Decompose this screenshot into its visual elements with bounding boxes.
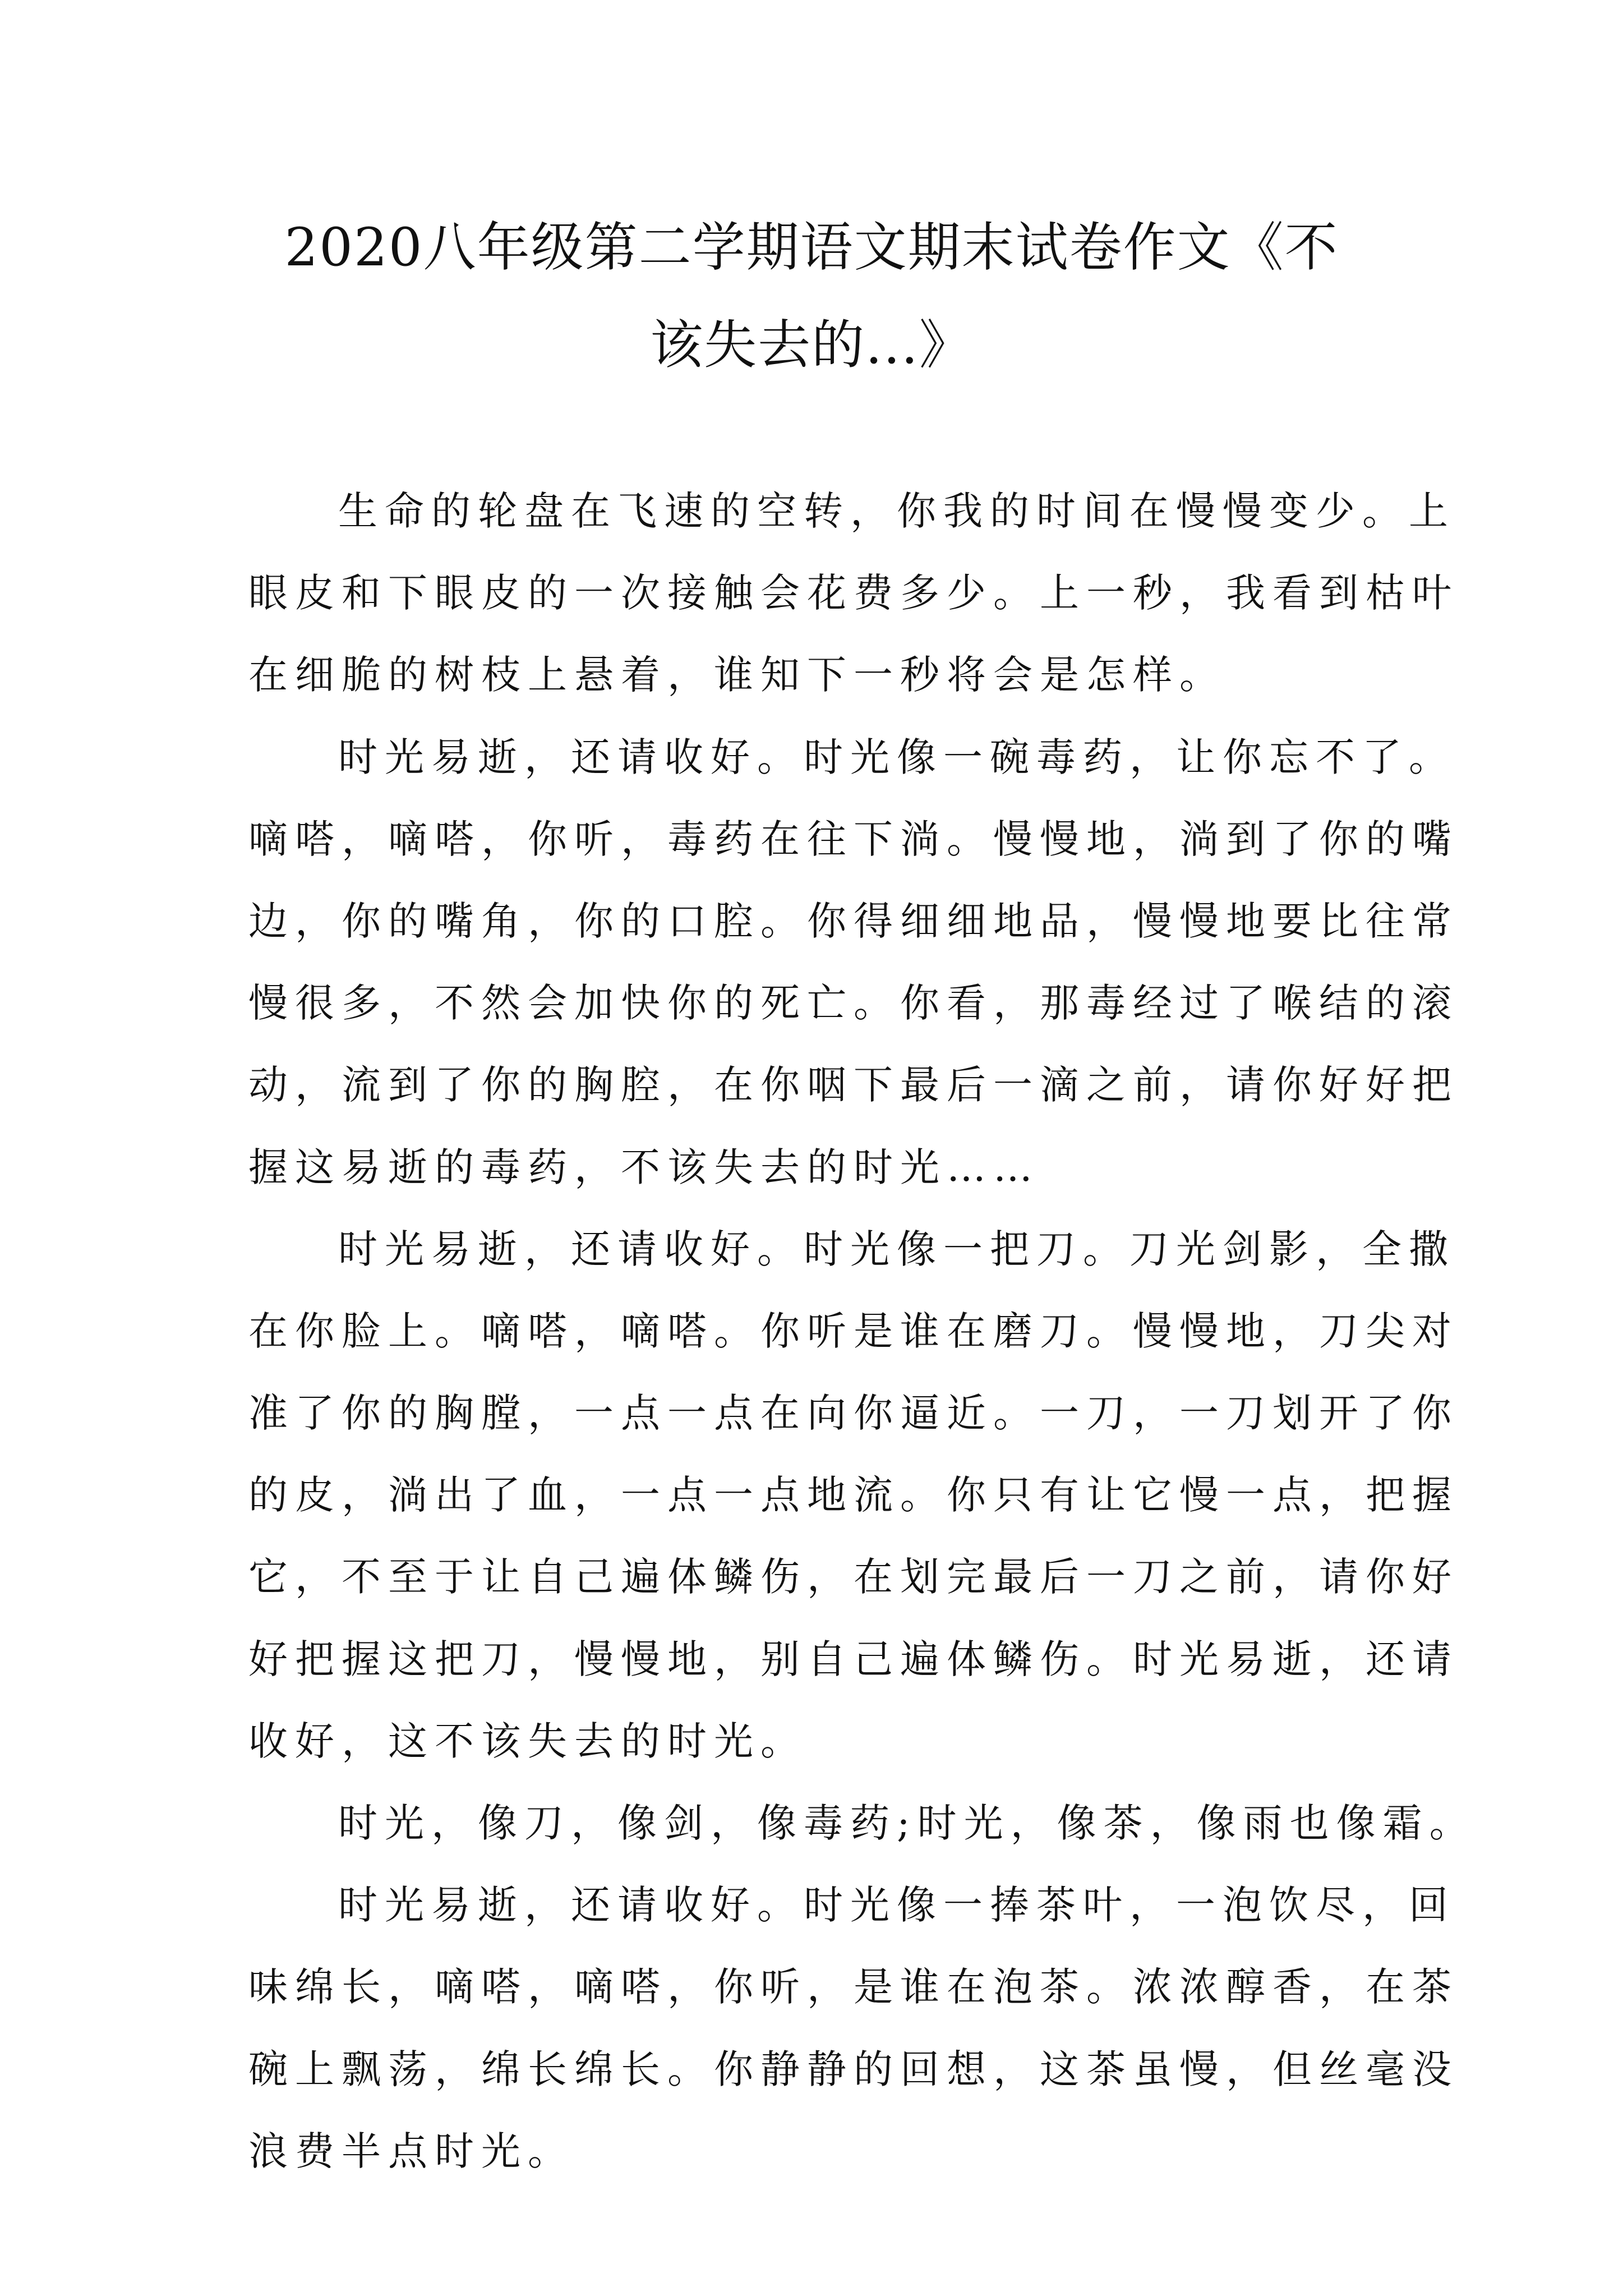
paragraph-3-line-7: 收好，这不该失去的时光。 bbox=[248, 1718, 807, 1764]
title-line-2: 该失去的...》 bbox=[650, 315, 973, 376]
paragraph-2-line-6: 握这易逝的毒药，不该失去的时光…… bbox=[248, 1144, 1040, 1190]
paragraph-5-line-3: 碗上飘荡，绵长绵长。你静静的回想，这茶虽慢，但丝毫没 bbox=[248, 2046, 1459, 2092]
paragraph-5-line-1: 时光易逝，还请收好。时光像一捧茶叶，一泡饮尽，回 bbox=[338, 1882, 1455, 1929]
paragraph-2-line-4: 慢很多，不然会加快你的死亡。你看，那毒经过了喉结的滚 bbox=[248, 980, 1459, 1027]
paragraph-3-line-1: 时光易逝，还请收好。时光像一把刀。刀光剑影，全撒 bbox=[338, 1226, 1455, 1272]
paragraph-1-line-1: 生命的轮盘在飞速的空转，你我的时间在慢慢变少。上 bbox=[338, 488, 1455, 534]
paragraph-2-line-2: 嘀嗒，嘀嗒，你听，毒药在往下淌。慢慢地，淌到了你的嘴 bbox=[248, 816, 1459, 862]
paragraph-3-line-6: 好把握这把刀，慢慢地，别自己遍体鳞伤。时光易逝，还请 bbox=[248, 1636, 1459, 1682]
paragraph-1-line-3: 在细脆的树枝上悬着，谁知下一秒将会是怎样。 bbox=[248, 652, 1226, 698]
paragraph-3-line-4: 的皮，淌出了血，一点一点地流。你只有让它慢一点，把握 bbox=[248, 1472, 1459, 1519]
essay-body bbox=[248, 470, 1476, 2192]
paragraph-3-line-2: 在你脸上。嘀嗒，嘀嗒。你听是谁在磨刀。慢慢地，刀尖对 bbox=[248, 1308, 1459, 1354]
paragraph-5-line-4: 浪费半点时光。 bbox=[248, 2128, 574, 2174]
paragraph-3-line-3: 准了你的胸膛，一点一点在向你逼近。一刀，一刀划开了你 bbox=[248, 1390, 1459, 1437]
paragraph-4-line-1: 时光，像刀，像剑，像毒药;时光，像茶，像雨也像霜。 bbox=[338, 1800, 1476, 1846]
paragraph-1-line-2: 眼皮和下眼皮的一次接触会花费多少。上一秒，我看到枯叶 bbox=[248, 570, 1459, 616]
document-title bbox=[224, 199, 1399, 394]
title-line-1: 2020八年级第二学期语文期末试卷作文《不 bbox=[284, 217, 1339, 278]
paragraph-2-line-1: 时光易逝，还请收好。时光像一碗毒药，让你忘不了。 bbox=[338, 734, 1455, 780]
paragraph-3-line-5: 它，不至于让自己遍体鳞伤，在划完最后一刀之前，请你好 bbox=[248, 1554, 1459, 1600]
paragraph-2-line-5: 动，流到了你的胸腔，在你咽下最后一滴之前，请你好好把 bbox=[248, 1062, 1459, 1108]
paragraph-2-line-3: 边，你的嘴角，你的口腔。你得细细地品，慢慢地要比往常 bbox=[248, 898, 1459, 944]
paragraph-5-line-2: 味绵长，嘀嗒，嘀嗒，你听，是谁在泡茶。浓浓醇香，在茶 bbox=[248, 1964, 1459, 2010]
